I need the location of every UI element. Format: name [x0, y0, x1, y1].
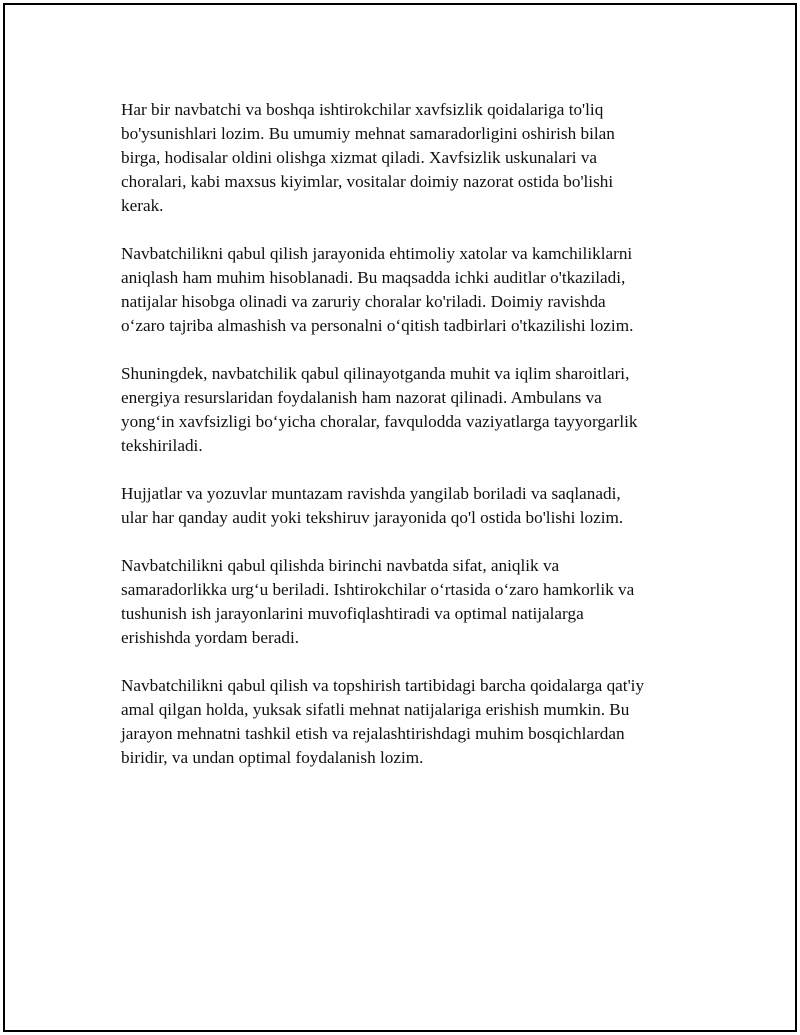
- text-line: Hujjatlar va yozuvlar muntazam ravishda yangilab boriladi va saqlanadi,: [121, 484, 621, 503]
- paragraph-1: [121, 98, 701, 218]
- text-line: aniqlash ham muhim hisoblanadi. Bu maqsadda ichki auditlar o'tkaziladi,: [121, 268, 626, 287]
- text-line: ular har qanday audit yoki tekshiruv jarayonida qo'l ostida bo'lishi lozim.: [121, 508, 624, 527]
- text-line: biridir, va undan optimal foydalanish lozim.: [121, 748, 424, 767]
- document-page: [3, 3, 797, 1032]
- paragraph-2: [121, 242, 701, 338]
- text-line: natijalar hisobga olinadi va zaruriy choralar ko'riladi. Doimiy ravishda: [121, 292, 606, 311]
- text-line: choralari, kabi maxsus kiyimlar, vositalar doimiy nazorat ostida bo'lishi: [121, 172, 614, 191]
- text-line: kerak.: [121, 196, 164, 215]
- paragraph-4: [121, 482, 701, 530]
- text-line: Navbatchilikni qabul qilish jarayonida ehtimoliy xatolar va kamchiliklarni: [121, 244, 633, 263]
- document-body: [121, 98, 701, 794]
- text-line: erishishda yordam beradi.: [121, 628, 300, 647]
- text-line: Navbatchilikni qabul qilishda birinchi navbatda sifat, aniqlik va: [121, 556, 560, 575]
- paragraph-5: [121, 554, 701, 650]
- text-line: samaradorlikka urg‘u beriladi. Ishtirokchilar o‘rtasida o‘zaro hamkorlik va: [121, 580, 635, 599]
- text-line: tushunish ish jarayonlarini muvofiqlashtiradi va optimal natijalarga: [121, 604, 584, 623]
- text-line: energiya resurslaridan foydalanish ham nazorat qilinadi. Ambulans va: [121, 388, 602, 407]
- text-line: yong‘in xavfsizligi bo‘yicha choralar, favqulodda vaziyatlarga tayyorgarlik: [121, 412, 638, 431]
- paragraph-3: [121, 362, 701, 458]
- text-line: amal qilgan holda, yuksak sifatli mehnat natijalariga erishish mumkin. Bu: [121, 700, 630, 719]
- text-line: o‘zaro tajriba almashish va personalni o‘qitish tadbirlari o'tkazilishi lozim.: [121, 316, 634, 335]
- paragraph-6: [121, 674, 701, 770]
- text-line: tekshiriladi.: [121, 436, 203, 455]
- text-line: bo'ysunishlari lozim. Bu umumiy mehnat samaradorligini oshirish bilan: [121, 124, 615, 143]
- text-line: Har bir navbatchi va boshqa ishtirokchilar xavfsizlik qoidalariga to'liq: [121, 100, 604, 119]
- text-line: Shuningdek, navbatchilik qabul qilinayotganda muhit va iqlim sharoitlari,: [121, 364, 630, 383]
- text-line: birga, hodisalar oldini olishga xizmat qiladi. Xavfsizlik uskunalari va: [121, 148, 598, 167]
- text-line: jarayon mehnatni tashkil etish va rejalashtirishdagi muhim bosqichlardan: [121, 724, 625, 743]
- text-line: Navbatchilikni qabul qilish va topshirish tartibidagi barcha qoidalarga qat'iy: [121, 676, 645, 695]
